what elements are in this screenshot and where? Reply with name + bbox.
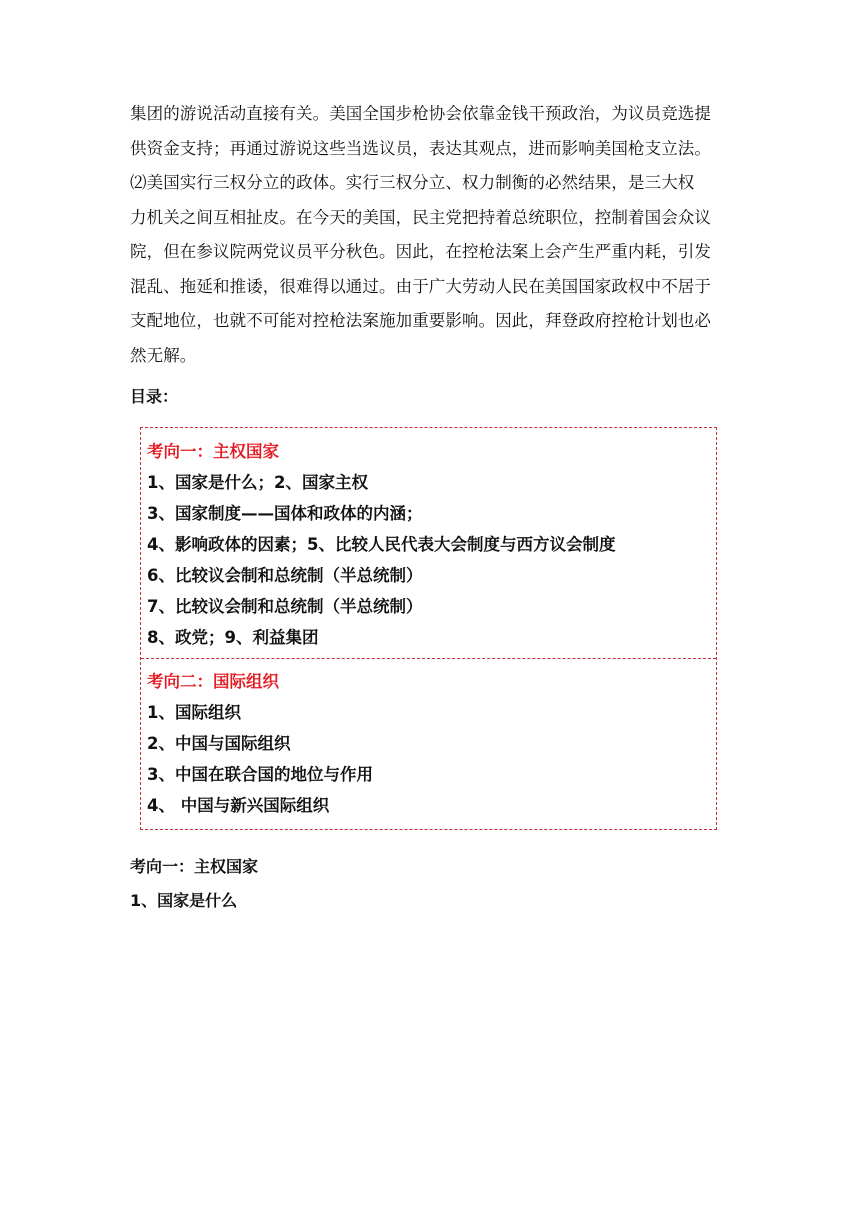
- body-line: 集团的游说活动直接有关。美国全国步枪协会依靠金钱干预政治，为议员竞选提: [130, 104, 711, 123]
- toc-label: 目录：: [130, 387, 179, 406]
- toc-section-international-organizations: [147, 666, 373, 821]
- toc-item[interactable]: 1、国际组织: [147, 703, 241, 722]
- body-line: 院，但在参议院两党议员平分秋色。因此，在控枪法案上会产生严重内耗，引发: [130, 242, 711, 261]
- table-of-contents: [140, 427, 717, 830]
- toc-divider: [141, 658, 716, 659]
- toc-section-heading: 考向一：主权国家: [147, 442, 279, 461]
- toc-item[interactable]: 8、政党；9、利益集团: [147, 628, 319, 647]
- body-line: 然无解。: [130, 345, 197, 365]
- toc-item[interactable]: 2、中国与国际组织: [147, 734, 291, 753]
- subsection-heading: 1、国家是什么: [130, 891, 238, 910]
- toc-item[interactable]: 3、中国在联合国的地位与作用: [147, 765, 373, 784]
- toc-section-sovereign-state: [147, 436, 615, 653]
- body-line: 支配地位，也就不可能对控枪法案施加重要影响。因此，拜登政府控枪计划也必: [130, 311, 711, 330]
- body-line: 混乱、拖延和推诿，很难得以通过。由于广大劳动人民在美国国家政权中不居于: [130, 276, 711, 296]
- toc-item[interactable]: 1、国家是什么；2、国家主权: [147, 473, 368, 492]
- body-line: 供资金支持；再通过游说这些当选议员，表达其观点，进而影响美国枪支立法。: [130, 138, 711, 158]
- toc-item[interactable]: 6、比较议会制和总统制（半总统制）: [147, 566, 423, 585]
- toc-item[interactable]: 4、 中国与新兴国际组织: [147, 796, 330, 815]
- section-heading: 考向一：主权国家: [130, 857, 259, 876]
- toc-item[interactable]: 4、影响政体的因素；5、比较人民代表大会制度与西方议会制度: [147, 535, 616, 554]
- toc-item[interactable]: 7、比较议会制和总统制（半总统制）: [147, 597, 423, 616]
- body-paragraph: [130, 97, 736, 373]
- toc-section-heading: 考向二：国际组织: [147, 672, 279, 691]
- body-line: ⑵美国实行三权分立的政体。实行三权分立、权力制衡的必然结果，是三大权: [130, 173, 695, 192]
- body-line: 力机关之间互相扯皮。在今天的美国，民主党把持着总统职位，控制着国会众议: [130, 207, 711, 227]
- toc-item[interactable]: 3、国家制度——国体和政体的内涵；: [147, 504, 423, 523]
